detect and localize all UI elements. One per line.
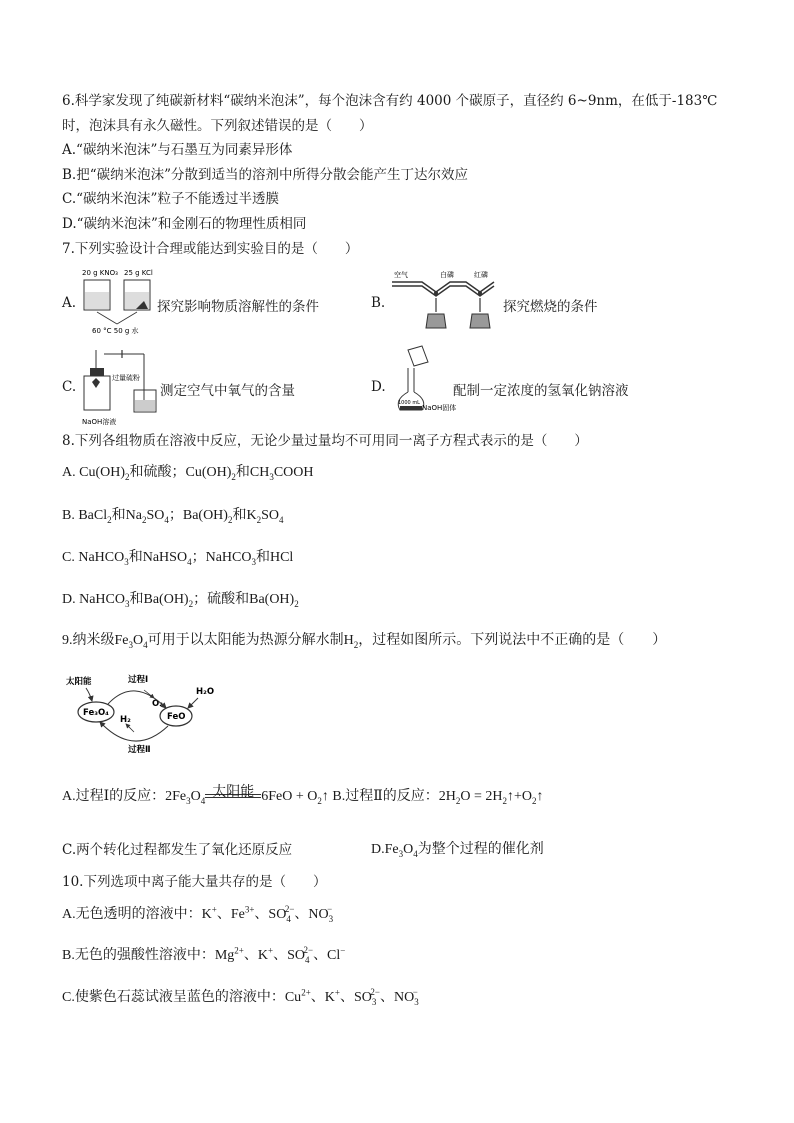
q8-option-d: D. NaHCO$_3$和$Ba(OH)_2$；硫酸和$Ba(OH)_2$ bbox=[62, 592, 299, 609]
feo-node: FeO bbox=[167, 712, 186, 722]
q7-option-c-letter: C. bbox=[62, 379, 77, 395]
o2-label: O₂ bbox=[152, 699, 163, 709]
q9-option-d: $D.Fe_3O_4$为整个过程的催化剂 bbox=[371, 842, 544, 859]
q6-option-c: C.“碳纳米泡沫”粒子不能透过半透膜 bbox=[62, 191, 279, 207]
q6-stem-line2: 时，泡沫具有永久磁性。下列叙述错误的是（ ） bbox=[62, 118, 373, 134]
q8-stem: 8.下列各组物质在溶液中反应，无论少量过量均不可用同一离子方程式表示的是（ ） bbox=[62, 433, 588, 449]
condition-label: 太阳能 bbox=[212, 785, 255, 800]
kno3-label: 20 g KNO₃ bbox=[82, 269, 118, 277]
flask-volume-label: 1000 mL bbox=[398, 400, 420, 406]
q7-stem: 7.下列实验设计合理或能达到实验目的是（ ） bbox=[62, 241, 359, 257]
q9-option-a-prefix: A.过程Ⅰ的反应： bbox=[62, 789, 166, 804]
q9-option-d-suffix: 为整个过程的催化剂 bbox=[417, 842, 544, 857]
q6-option-a: A.“碳纳米泡沫”与石墨互为同素异形体 bbox=[62, 142, 293, 158]
q7-option-d-letter: D. bbox=[371, 379, 386, 395]
q9-stem-mid: 可用于以太阳能为热源分解水制 bbox=[147, 633, 344, 648]
h2-label: H₂ bbox=[120, 715, 131, 725]
process-2-label: 过程Ⅱ bbox=[128, 745, 151, 755]
combustion-figure bbox=[390, 268, 502, 334]
q10-option-b: B.无色的强酸性溶液中：$Mg^{2+}$、K+、$SO_4^{2-}$、Cl− bbox=[62, 945, 346, 965]
q10-stem: 10.下列选项中离子能大量共存的是（ ） bbox=[62, 874, 327, 890]
kcl-label: 25 g KCl bbox=[124, 269, 153, 277]
q10-option-c-prefix: C.使紫色石蕊试液呈蓝色的溶液中： bbox=[62, 990, 285, 1005]
beakers-figure bbox=[78, 266, 156, 336]
red-phosphorus-label: 红磷 bbox=[474, 271, 488, 279]
water-label: 60 °C 50 g 水 bbox=[92, 327, 139, 335]
naoh-solid-label: NaOH固体 bbox=[422, 404, 457, 412]
q9-stem-suffix: ，过程如图所示。下列说法中不正确的是（ ） bbox=[358, 633, 667, 648]
naoh-solution-label: NaOH溶液 bbox=[82, 418, 117, 426]
q10-option-a-prefix: A.无色透明的溶液中： bbox=[62, 907, 202, 922]
process-1-label: 过程Ⅰ bbox=[128, 675, 149, 685]
solar-energy-label: 太阳能 bbox=[66, 677, 92, 687]
q9-stem: 9.纳米级$Fe_3O_4$可用于以太阳能为热源分解水制$H_2$，过程如图所示。下列说法中不正确的是（ ） bbox=[62, 633, 667, 650]
q8-option-c: C. NaHCO$_3$和NaHSO$_4$；NaHCO$_3$和HCl bbox=[62, 550, 294, 567]
q6-option-b: B.把“碳纳米泡沫”分散到适当的溶剂中所得分散会能产生丁达尔效应 bbox=[62, 167, 469, 183]
q6-option-d: D.“碳纳米泡沫”和金刚石的物理性质相同 bbox=[62, 216, 307, 232]
q7-option-b-letter: B. bbox=[371, 295, 386, 311]
q10-option-b-prefix: B.无色的强酸性溶液中： bbox=[62, 948, 215, 963]
q9-option-c: C.两个转化过程都发生了氧化还原反应 bbox=[62, 842, 293, 858]
q10-option-a: A.无色透明的溶液中：K+、$Fe^{3+}$、$SO_4^{2-}$、$NO_3^-$ bbox=[62, 904, 334, 924]
q9-option-a-b: A.过程Ⅰ的反应：$2Fe_3O_4$ 太阳能 $6FeO + O_2↑$ B.过程Ⅱ的反应：$2H_2O$ = $2H_2↑+O_2↑$ bbox=[62, 785, 544, 806]
fe3o4-node: Fe₃O₄ bbox=[83, 708, 109, 718]
q7-option-a-text: 探究影响物质溶解性的条件 bbox=[157, 299, 319, 315]
q10-option-c: C.使紫色石蕊试液呈蓝色的溶液中：$Cu^{2+}$、K+、$SO_3^{2-}$、$NO_3^-$ bbox=[62, 987, 419, 1007]
q9-option-b-prefix: B.过程Ⅱ的反应： bbox=[332, 789, 439, 804]
q7-option-d-text: 配制一定浓度的氢氧化钠溶液 bbox=[453, 383, 629, 399]
q7-option-b-text: 探究燃烧的条件 bbox=[503, 299, 598, 315]
h2o-label: H₂O bbox=[196, 687, 215, 697]
q9-option-d-prefix: D. bbox=[371, 842, 385, 857]
volumetric-flask-figure bbox=[388, 346, 457, 416]
oxygen-apparatus-figure bbox=[78, 348, 160, 428]
air-label: 空气 bbox=[394, 271, 408, 279]
q7-option-a-letter: A. bbox=[62, 295, 77, 311]
q8-option-a: A. $Cu(OH)_2$和硫酸；$Cu(OH)_2$和$CH_3COOH$ bbox=[62, 465, 314, 482]
white-phosphorus-label: 白磷 bbox=[440, 271, 454, 279]
fe3o4-cycle-diagram bbox=[64, 670, 224, 756]
q8-option-b: B. BaCl$_2$和$Na_2SO_4$；$Ba(OH)_2$和$K_2SO_4$ bbox=[62, 508, 284, 525]
q6-stem-line1: 6.科学家发现了纯碳新材料“碳纳米泡沫”，每个泡沫含有约 4000 个碳原子，直径约 6~9nm，在低于-183℃ bbox=[62, 93, 718, 109]
q7-option-c-text: 测定空气中氧气的含量 bbox=[160, 383, 295, 399]
sulfur-label: 过量硫粉 bbox=[112, 374, 140, 382]
q9-stem-prefix: 9.纳米级 bbox=[62, 633, 115, 648]
